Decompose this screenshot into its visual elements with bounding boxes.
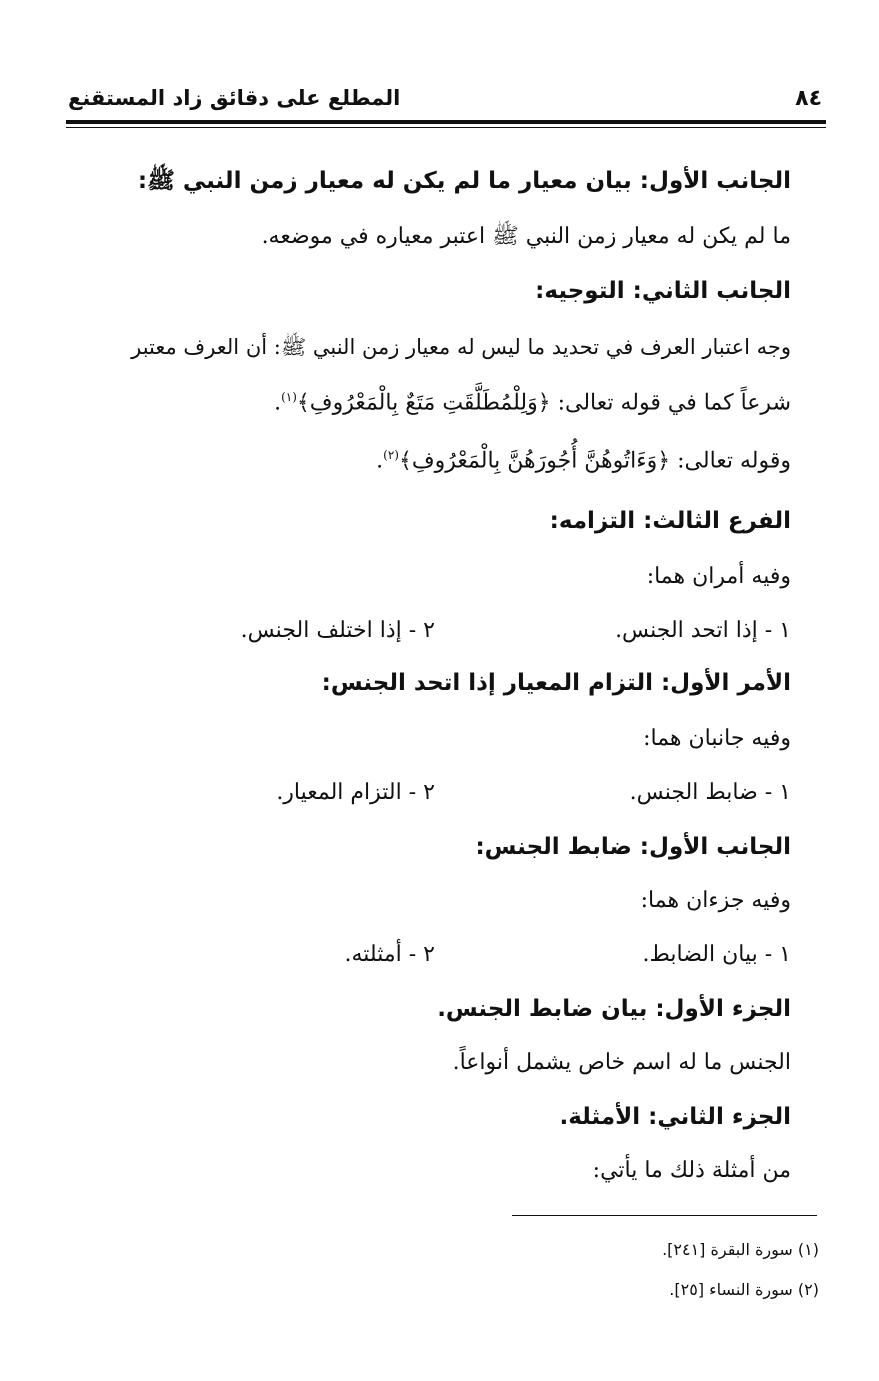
heading-matter-one: الأمر الأول: التزام المعيار إذا اتحد الجنس: <box>321 670 791 696</box>
intro-two-sides: وفيه جانبان هما: <box>643 726 791 751</box>
heading-side-genus-rule: الجانب الأول: ضابط الجنس: <box>475 834 791 860</box>
page-number: ٨٤ <box>795 86 822 111</box>
footnote-ref-2: (٢) <box>383 448 399 462</box>
list-item-1: ١ - ضابط الجنس. <box>629 780 791 805</box>
footnote-ref-1: (١) <box>281 390 297 404</box>
intro-two-parts: وفيه جزءان هما: <box>640 888 791 913</box>
paragraph-examples-intro: من أمثلة ذلك ما يأتي: <box>592 1158 791 1183</box>
list-item-1: ١ - إذا اتحد الجنس. <box>615 618 791 643</box>
heading-side-two: الجانب الثاني: التوجيه: <box>535 278 791 304</box>
paragraph-justification: وجه اعتبار العرف في تحديد ما ليس له معيار زمن النبي ﷺ: أن العرف معتبر <box>131 335 791 359</box>
footnote-1: (١) سورة البقرة [٢٤١]. <box>662 1240 819 1259</box>
running-header <box>68 82 824 118</box>
list-item-2: ٢ - إذا اختلف الجنس. <box>240 618 435 643</box>
heading-part-two: الجزء الثاني: الأمثلة. <box>559 1104 791 1130</box>
list-item-2: ٢ - أمثلته. <box>344 942 435 967</box>
header-rule-thin <box>66 127 826 128</box>
verse-one-text: شرعاً كما في قوله تعالى: ﴿وَلِلْمُطَلَّقَتِ مَتَعٌ بِالْمَعْرُوفِ﴾ <box>296 390 791 416</box>
list-item-1: ١ - بيان الضابط. <box>642 942 791 967</box>
paragraph-verse-one <box>274 380 791 420</box>
heading-branch-three: الفرع الثالث: التزامه: <box>549 508 791 534</box>
verse-one-end: . <box>274 390 282 416</box>
list-item-2: ٢ - التزام المعيار. <box>276 780 435 805</box>
header-rule-thick <box>66 120 826 124</box>
footnote-2: (٢) سورة النساء [٢٥]. <box>669 1280 819 1299</box>
footnote-separator <box>512 1215 817 1216</box>
verse-two-text: وقوله تعالى: ﴿وَءَاتُوهُنَّ أُجُورَهُنَّ بِالْمَعْرُوفِ﴾ <box>398 448 791 474</box>
verse-two-end: . <box>376 448 384 474</box>
heading-side-one: الجانب الأول: بيان معيار ما لم يكن له معيار زمن النبي ﷺ: <box>137 168 791 194</box>
heading-part-one: الجزء الأول: بيان ضابط الجنس. <box>437 996 791 1022</box>
paragraph-standard: ما لم يكن له معيار زمن النبي ﷺ اعتبر معياره في موضعه. <box>261 224 791 249</box>
paragraph-genus-definition: الجنس ما له اسم خاص يشمل أنواعاً. <box>452 1050 791 1075</box>
intro-two-matters: وفيه أمران هما: <box>646 564 791 589</box>
paragraph-verse-two <box>376 438 791 478</box>
book-title: المطلع على دقائق زاد المستقنع <box>68 86 401 110</box>
